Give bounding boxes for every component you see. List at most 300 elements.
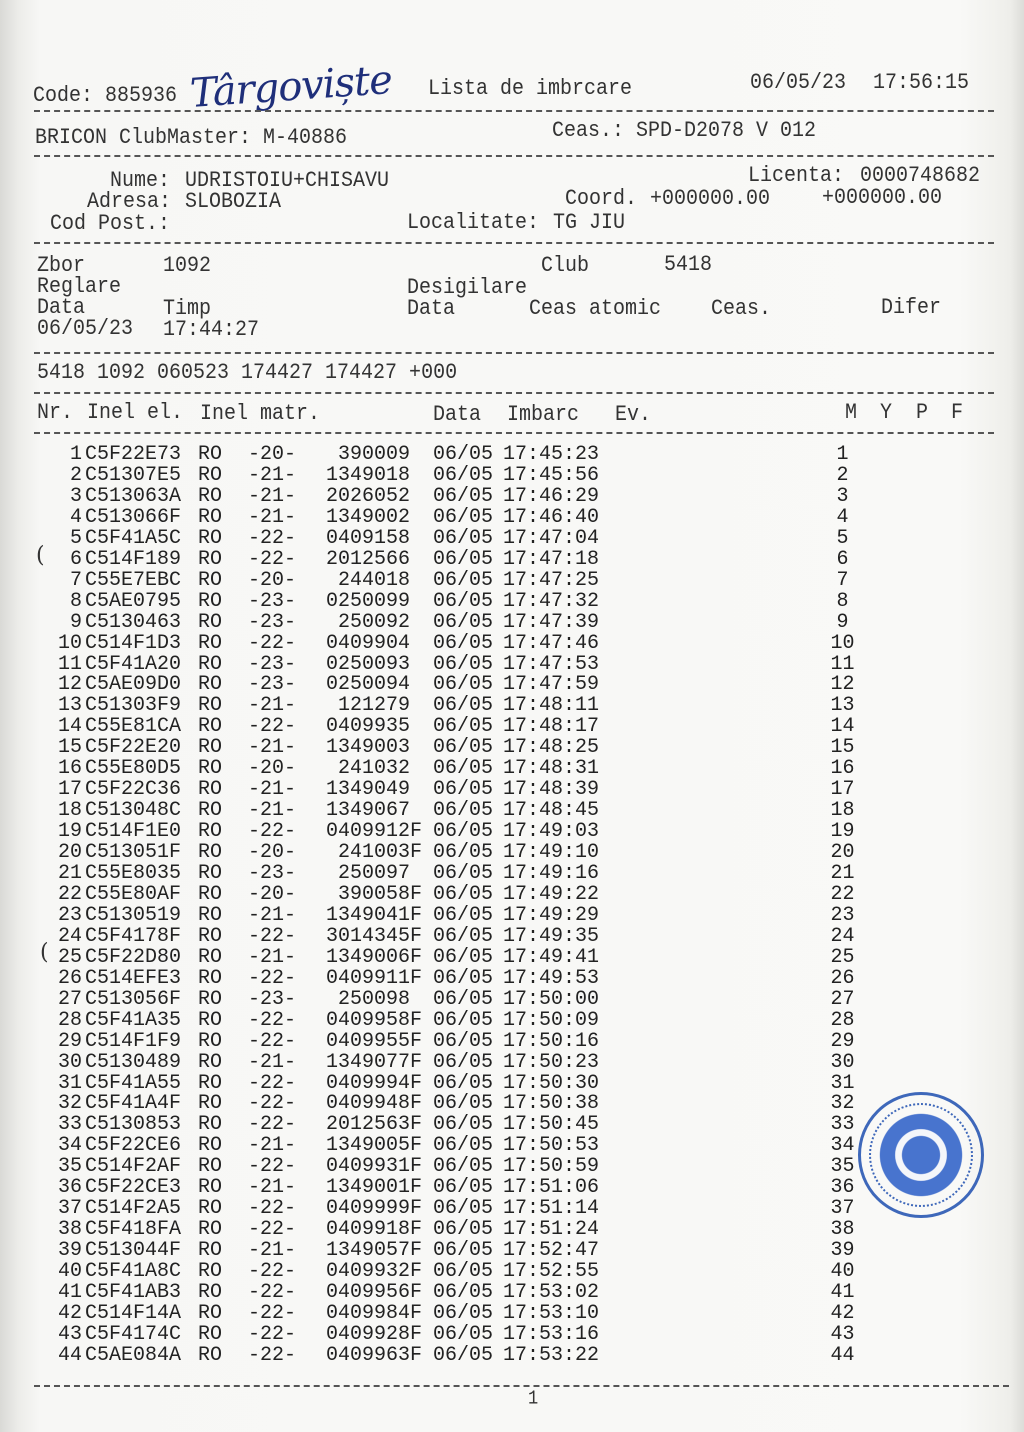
address-value: SLOBOZIA xyxy=(185,188,282,215)
ring-year: -23- xyxy=(248,673,297,697)
ring-number: 0409918 xyxy=(325,1218,410,1242)
arrival-time: 17:48:17 xyxy=(503,715,600,739)
col-ev: Ev. xyxy=(615,401,652,428)
arrival-date: 06/05 xyxy=(433,694,494,718)
country-code: RO xyxy=(198,1092,223,1116)
electronic-ring: C51307E5 xyxy=(85,463,182,487)
divider xyxy=(34,110,994,112)
country-code: RO xyxy=(198,987,223,1011)
arrival-time: 17:48:11 xyxy=(503,694,600,718)
rank: 40 xyxy=(830,1260,855,1284)
rank: 36 xyxy=(830,1176,855,1200)
col-imbarc: Imbarc xyxy=(507,401,580,428)
row-number: 26 xyxy=(57,966,82,990)
ring-number: 0409955 xyxy=(325,1029,410,1053)
flag: F xyxy=(410,1218,423,1242)
country-code: RO xyxy=(198,631,223,655)
row-number: 12 xyxy=(57,673,82,697)
rank: 12 xyxy=(830,673,855,697)
arrival-time: 17:53:10 xyxy=(503,1301,600,1325)
country-code: RO xyxy=(198,1281,223,1304)
flag: F xyxy=(410,1176,423,1200)
electronic-ring: C5AE0795 xyxy=(85,589,182,613)
country-code: RO xyxy=(198,547,223,571)
row-number: 9 xyxy=(69,610,82,634)
row-number: 3 xyxy=(69,484,82,508)
rank: 23 xyxy=(830,903,855,927)
table-row xyxy=(0,926,1024,947)
ring-number: 1349002 xyxy=(325,505,410,529)
rank: 24 xyxy=(830,924,855,948)
electronic-ring: C51303F9 xyxy=(85,694,182,718)
arrival-time: 17:49:22 xyxy=(503,882,600,906)
country-code: RO xyxy=(198,1239,223,1263)
rank: 30 xyxy=(830,1050,855,1074)
row-number: 7 xyxy=(69,568,82,592)
ring-number: 0409911 xyxy=(325,966,410,990)
electronic-ring: C5F41AB3 xyxy=(85,1281,182,1304)
table-row xyxy=(0,674,1024,695)
ring-number: 241003 xyxy=(337,841,410,865)
club-label: Club xyxy=(541,252,590,279)
arrival-time: 17:47:04 xyxy=(503,526,600,550)
arrival-date: 06/05 xyxy=(433,1281,494,1304)
flag: F xyxy=(410,966,423,990)
ring-number: 0250099 xyxy=(325,589,410,613)
electronic-ring: C514F2A5 xyxy=(85,1197,182,1221)
rank: 6 xyxy=(836,547,849,571)
arrival-date: 06/05 xyxy=(433,1113,494,1137)
flag: F xyxy=(410,1343,423,1367)
ring-number: 2012563 xyxy=(325,1113,410,1137)
ring-number: 0409958 xyxy=(325,1008,410,1032)
ring-number: 0409932 xyxy=(325,1260,410,1284)
flag: F xyxy=(410,1029,423,1053)
country-code: RO xyxy=(198,862,223,885)
arrival-date: 06/05 xyxy=(433,1155,494,1179)
handwritten-mark: ( xyxy=(40,940,49,965)
license-value: 0000748682 xyxy=(860,162,981,189)
country-code: RO xyxy=(198,841,223,865)
arrival-time: 17:47:18 xyxy=(503,547,600,571)
ring-number: 0409994 xyxy=(325,1071,410,1095)
table-row xyxy=(0,528,1024,549)
license-label: Licenta: xyxy=(748,162,845,189)
col-nr: Nr. xyxy=(37,399,74,426)
rank: 10 xyxy=(830,631,855,655)
ring-number: 244018 xyxy=(337,568,410,592)
table-row xyxy=(0,884,1024,905)
arrival-date: 06/05 xyxy=(433,610,494,634)
electronic-ring: C5F22CE6 xyxy=(85,1134,182,1158)
country-code: RO xyxy=(198,526,223,550)
rank: 25 xyxy=(830,945,855,969)
electronic-ring: C55E80AF xyxy=(85,882,182,906)
table-row xyxy=(0,800,1024,821)
rank: 41 xyxy=(830,1281,855,1304)
set-date: 06/05/23 xyxy=(37,315,134,342)
ring-year: -21- xyxy=(248,463,297,487)
rank: 18 xyxy=(830,799,855,823)
ring-number: 1349067 xyxy=(325,799,410,823)
ring-year: -20- xyxy=(248,841,297,865)
arrival-time: 17:52:47 xyxy=(503,1239,600,1263)
row-number: 2 xyxy=(69,463,82,487)
row-number: 43 xyxy=(57,1322,82,1346)
table-row xyxy=(0,716,1024,737)
arrival-date: 06/05 xyxy=(433,966,494,990)
rank: 8 xyxy=(836,589,849,613)
row-number: 6 xyxy=(69,547,82,571)
ring-year: -21- xyxy=(248,1050,297,1074)
ring-number: 1349057 xyxy=(325,1239,410,1263)
row-number: 25 xyxy=(57,945,82,969)
arrival-time: 17:51:14 xyxy=(503,1197,600,1221)
table-row xyxy=(0,863,1024,884)
arrival-time: 17:53:16 xyxy=(503,1322,600,1346)
rank: 7 xyxy=(836,568,849,592)
arrival-date: 06/05 xyxy=(433,1134,494,1158)
ring-number: 1349049 xyxy=(325,778,410,802)
country-code: RO xyxy=(198,1071,223,1095)
ring-year: -22- xyxy=(248,1343,297,1367)
country-code: RO xyxy=(198,484,223,508)
electronic-ring: C5F418FA xyxy=(85,1218,182,1242)
row-number: 40 xyxy=(57,1260,82,1284)
table-row xyxy=(0,758,1024,779)
arrival-time: 17:48:45 xyxy=(503,799,600,823)
table-row xyxy=(0,1031,1024,1052)
country-code: RO xyxy=(198,443,223,466)
flight-number: 1092 xyxy=(163,252,212,279)
table-row xyxy=(0,842,1024,863)
timp-label: Timp xyxy=(163,295,212,322)
row-number: 14 xyxy=(57,715,82,739)
col-date: Data xyxy=(433,401,482,428)
ring-number: 2026052 xyxy=(325,484,410,508)
arrival-date: 06/05 xyxy=(433,1322,494,1346)
ring-number: 250098 xyxy=(337,987,410,1011)
ring-number: 0409956 xyxy=(325,1281,410,1304)
table-row xyxy=(0,612,1024,633)
electronic-ring: C513048C xyxy=(85,799,182,823)
ring-number: 390058 xyxy=(337,882,410,906)
ring-number: 1349005 xyxy=(325,1134,410,1158)
table-row xyxy=(0,989,1024,1010)
flag: F xyxy=(410,903,423,927)
row-number: 10 xyxy=(57,631,82,655)
table-row xyxy=(0,1240,1024,1261)
row-number: 31 xyxy=(57,1071,82,1095)
table-row xyxy=(0,1324,1024,1345)
electronic-ring: C55E80D5 xyxy=(85,757,182,781)
arrival-date: 06/05 xyxy=(433,505,494,529)
arrival-time: 17:47:46 xyxy=(503,631,600,655)
arrival-time: 17:48:39 xyxy=(503,778,600,802)
row-number: 44 xyxy=(57,1343,82,1367)
table-row xyxy=(0,821,1024,842)
ring-year: -22- xyxy=(248,1113,297,1137)
arrival-date: 06/05 xyxy=(433,547,494,571)
arrival-date: 06/05 xyxy=(433,862,494,885)
flag: F xyxy=(410,1197,423,1221)
electronic-ring: C514F1F9 xyxy=(85,1029,182,1053)
country-code: RO xyxy=(198,1218,223,1242)
club-number: 5418 xyxy=(664,251,713,278)
ring-number: 2012566 xyxy=(325,547,410,571)
divider xyxy=(34,242,994,244)
country-code: RO xyxy=(198,1301,223,1325)
electronic-ring: C514EFE3 xyxy=(85,966,182,990)
ring-year: -22- xyxy=(248,1322,297,1346)
row-number: 16 xyxy=(57,757,82,781)
arrival-time: 17:53:02 xyxy=(503,1281,600,1304)
col-y: Y xyxy=(880,399,893,426)
country-code: RO xyxy=(198,694,223,718)
electronic-ring: C5F41A20 xyxy=(85,652,182,676)
row-number: 15 xyxy=(57,736,82,760)
arrival-date: 06/05 xyxy=(433,484,494,508)
country-code: RO xyxy=(198,1343,223,1367)
country-code: RO xyxy=(198,799,223,823)
rank: 14 xyxy=(830,715,855,739)
clock-label: Ceas. xyxy=(711,295,772,322)
rank: 2 xyxy=(836,463,849,487)
ring-year: -22- xyxy=(248,966,297,990)
row-number: 21 xyxy=(57,862,82,885)
row-number: 24 xyxy=(57,924,82,948)
ring-year: -22- xyxy=(248,526,297,550)
row-number: 32 xyxy=(57,1092,82,1116)
rank: 4 xyxy=(836,505,849,529)
club-stamp xyxy=(858,1092,984,1218)
table-row xyxy=(0,486,1024,507)
country-code: RO xyxy=(198,945,223,969)
arrival-date: 06/05 xyxy=(433,1301,494,1325)
divider xyxy=(34,155,994,157)
arrival-time: 17:50:09 xyxy=(503,1008,600,1032)
ring-number: 0409928 xyxy=(325,1322,410,1346)
flag: F xyxy=(410,841,423,865)
arrival-time: 17:50:53 xyxy=(503,1134,600,1158)
ring-number: 0250094 xyxy=(325,673,410,697)
country-code: RO xyxy=(198,924,223,948)
electronic-ring: C5AE09D0 xyxy=(85,673,182,697)
row-number: 22 xyxy=(57,882,82,906)
set-time: 17:44:27 xyxy=(163,316,260,343)
ring-number: 0409948 xyxy=(325,1092,410,1116)
table-row xyxy=(0,654,1024,675)
country-code: RO xyxy=(198,1322,223,1346)
divider xyxy=(34,432,994,434)
arrival-time: 17:50:23 xyxy=(503,1050,600,1074)
arrival-time: 17:50:38 xyxy=(503,1092,600,1116)
arrival-time: 17:49:16 xyxy=(503,862,600,885)
flag: F xyxy=(410,1050,423,1074)
rank: 11 xyxy=(830,652,855,676)
electronic-ring: C5130853 xyxy=(85,1113,182,1137)
electronic-ring: C513066F xyxy=(85,505,182,529)
electronic-ring: C5F22E20 xyxy=(85,736,182,760)
electronic-ring: C5130463 xyxy=(85,610,182,634)
arrival-time: 17:50:16 xyxy=(503,1029,600,1053)
rank: 33 xyxy=(830,1113,855,1137)
arrival-date: 06/05 xyxy=(433,1343,494,1367)
rank: 19 xyxy=(830,820,855,844)
ring-year: -21- xyxy=(248,778,297,802)
country-code: RO xyxy=(198,1197,223,1221)
arrival-time: 17:49:35 xyxy=(503,924,600,948)
clubmaster-id: BRICON ClubMaster: M-40886 xyxy=(35,124,348,151)
arrival-time: 17:49:03 xyxy=(503,820,600,844)
row-number: 38 xyxy=(57,1218,82,1242)
country-code: RO xyxy=(198,1176,223,1200)
table-row xyxy=(0,570,1024,591)
ring-number: 1349041 xyxy=(325,903,410,927)
col-f: F xyxy=(951,399,964,426)
arrival-time: 17:47:53 xyxy=(503,652,600,676)
rank: 42 xyxy=(830,1301,855,1325)
electronic-ring: C5130519 xyxy=(85,903,182,927)
row-number: 33 xyxy=(57,1113,82,1137)
row-number: 19 xyxy=(57,820,82,844)
arrival-date: 06/05 xyxy=(433,463,494,487)
flag: F xyxy=(410,1260,423,1284)
table-row xyxy=(0,1303,1024,1324)
table-row xyxy=(0,779,1024,800)
rank: 9 xyxy=(836,610,849,634)
country-code: RO xyxy=(198,778,223,802)
ring-year: -22- xyxy=(248,1155,297,1179)
ring-year: -22- xyxy=(248,1071,297,1095)
arrival-time: 17:46:40 xyxy=(503,505,600,529)
ring-year: -21- xyxy=(248,1176,297,1200)
electronic-ring: C513044F xyxy=(85,1239,182,1263)
electronic-ring: C55E8035 xyxy=(85,862,182,885)
table-row xyxy=(0,905,1024,926)
electronic-ring: C55E81CA xyxy=(85,715,182,739)
arrival-date: 06/05 xyxy=(433,1008,494,1032)
table-row xyxy=(0,591,1024,612)
electronic-ring: C5AE084A xyxy=(85,1343,182,1367)
arrival-time: 17:47:25 xyxy=(503,568,600,592)
table-row xyxy=(0,695,1024,716)
ring-year: -22- xyxy=(248,1197,297,1221)
coord-label: Coord. xyxy=(565,185,638,212)
rank: 20 xyxy=(830,841,855,865)
electronic-ring: C514F14A xyxy=(85,1301,182,1325)
ring-year: -22- xyxy=(248,1008,297,1032)
electronic-ring: C513056F xyxy=(85,987,182,1011)
ring-number: 1349018 xyxy=(325,463,410,487)
row-number: 13 xyxy=(57,694,82,718)
electronic-ring: C5F4174C xyxy=(85,1322,182,1346)
handwritten-mark: ( xyxy=(36,543,45,568)
divider xyxy=(34,392,994,394)
electronic-ring: C514F2AF xyxy=(85,1155,182,1179)
ring-year: -23- xyxy=(248,589,297,613)
reglare-label: Reglare xyxy=(37,273,122,300)
ring-year: -21- xyxy=(248,736,297,760)
row-number: 37 xyxy=(57,1197,82,1221)
row-number: 29 xyxy=(57,1029,82,1053)
arrival-time: 17:49:41 xyxy=(503,945,600,969)
arrival-time: 17:48:31 xyxy=(503,757,600,781)
country-code: RO xyxy=(198,1155,223,1179)
rank: 34 xyxy=(830,1134,855,1158)
electronic-ring: C5F41A35 xyxy=(85,1008,182,1032)
arrival-time: 17:49:29 xyxy=(503,903,600,927)
ring-number: 0409158 xyxy=(325,526,410,550)
arrival-date: 06/05 xyxy=(433,841,494,865)
table-row xyxy=(0,465,1024,486)
col-m: M xyxy=(845,399,858,426)
divider xyxy=(34,352,994,354)
ring-year: -20- xyxy=(248,882,297,906)
row-number: 11 xyxy=(57,652,82,676)
table-row xyxy=(0,1345,1024,1366)
rank: 21 xyxy=(830,862,855,885)
row-number: 23 xyxy=(57,903,82,927)
arrival-time: 17:50:59 xyxy=(503,1155,600,1179)
arrival-date: 06/05 xyxy=(433,652,494,676)
arrival-date: 06/05 xyxy=(433,443,494,466)
arrival-time: 17:47:32 xyxy=(503,589,600,613)
locality-value: TG JIU xyxy=(553,209,626,236)
ring-year: -21- xyxy=(248,1239,297,1263)
country-code: RO xyxy=(198,610,223,634)
ring-year: -21- xyxy=(248,945,297,969)
table-row xyxy=(0,1198,1024,1219)
document-title: Lista de imbrcare xyxy=(428,75,633,102)
country-code: RO xyxy=(198,1050,223,1074)
arrival-date: 06/05 xyxy=(433,945,494,969)
data-label: Data xyxy=(37,294,86,321)
ring-year: -22- xyxy=(248,1281,297,1304)
rank: 44 xyxy=(830,1343,855,1367)
arrival-date: 06/05 xyxy=(433,1239,494,1263)
country-code: RO xyxy=(198,1029,223,1053)
ring-number: 3014345 xyxy=(325,924,410,948)
table-row xyxy=(0,1261,1024,1282)
electronic-ring: C5F4178F xyxy=(85,924,182,948)
country-code: RO xyxy=(198,966,223,990)
row-number: 18 xyxy=(57,799,82,823)
flag: F xyxy=(410,1092,423,1116)
rank: 3 xyxy=(836,484,849,508)
handwritten-city: Târgoviște xyxy=(188,57,394,117)
rank: 38 xyxy=(830,1218,855,1242)
page-number: 1 xyxy=(528,1389,539,1411)
rank: 31 xyxy=(830,1071,855,1095)
rank: 1 xyxy=(836,443,849,466)
arrival-date: 06/05 xyxy=(433,1260,494,1284)
arrival-date: 06/05 xyxy=(433,778,494,802)
owner-name: UDRISTOIU+CHISAVU xyxy=(185,167,390,194)
arrival-time: 17:48:25 xyxy=(503,736,600,760)
rank: 16 xyxy=(830,757,855,781)
electronic-ring: C513051F xyxy=(85,841,182,865)
arrival-time: 17:45:23 xyxy=(503,443,600,466)
ring-number: 250097 xyxy=(337,862,410,885)
electronic-ring: C514F1E0 xyxy=(85,820,182,844)
arrival-date: 06/05 xyxy=(433,903,494,927)
ring-number: 0409931 xyxy=(325,1155,410,1179)
electronic-ring: C514F189 xyxy=(85,547,182,571)
ring-year: -21- xyxy=(248,903,297,927)
ring-number: 1349003 xyxy=(325,736,410,760)
row-number: 35 xyxy=(57,1155,82,1179)
